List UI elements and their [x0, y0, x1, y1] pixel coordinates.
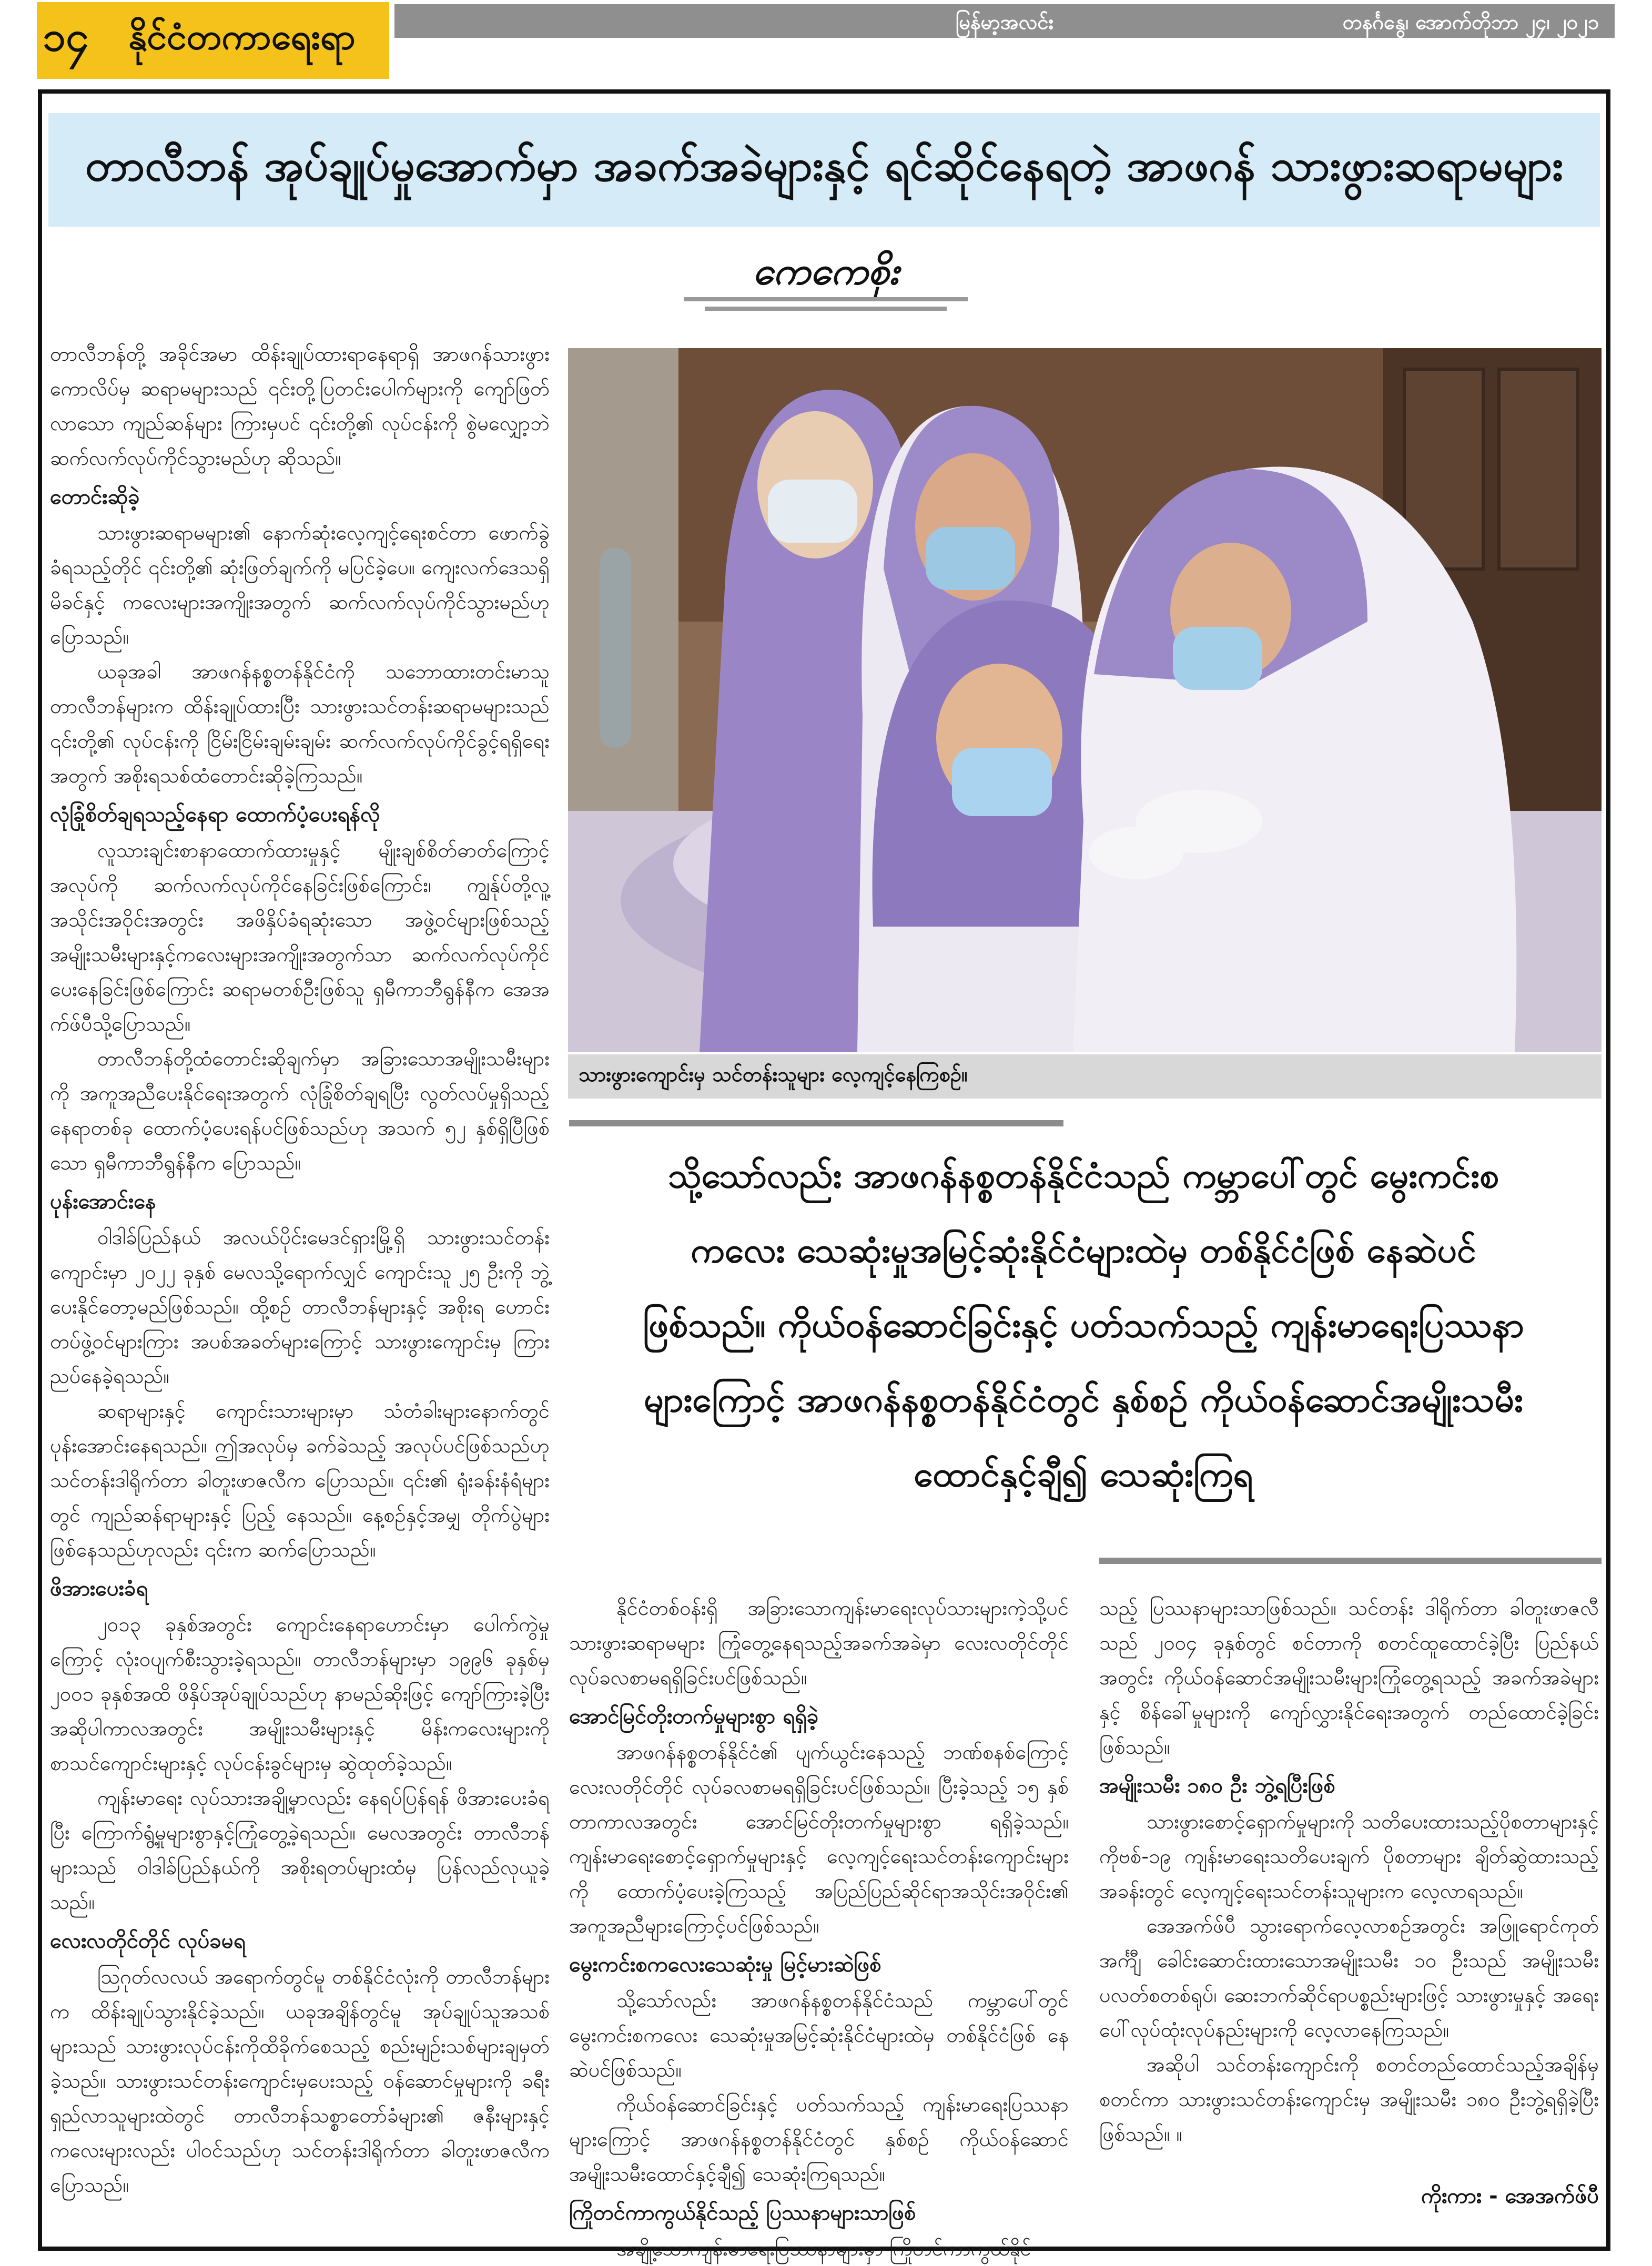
- photo-illustration: [568, 348, 1602, 1052]
- subheading: မွေးကင်းစကလေးသေဆုံးမှု မြင့်မားဆဲဖြစ်: [569, 1953, 881, 1977]
- paragraph: လူသားချင်းစာနာထောက်ထားမှုနှင့် မျိုးချစ်စိတ်ဓာတ်ကြောင့် အလုပ်ကို ဆက်လက်လုပ်ကိုင်နေခြင်းဖြစ်ကြောင်း၊ ကျွန်ုပ်တို့လူ့ အသိုင်းအဝိုင်းအတွင်း အဖိနှိပ်ခံရဆုံးသော အဖွဲ့ဝင်များဖြစ်သည့် အမျိုးသမီးများနှင့်ကလေးများအကျိုးအတွက်သာ ဆက်လက်လုပ်ကိုင်ပေးနေခြင်းဖြစ်ကြောင်း ဆရာမတစ်ဦးဖြစ်သူ ရှမီကာဘီရွန်နီက အေအက်ဖ်ပီသို့ပြောသည်။: [50, 839, 550, 1035]
- subheading: လုံခြုံစိတ်ချရသည့်နေရာ ထောက်ပံ့ပေးရန်လို: [50, 802, 380, 827]
- column-1: [50, 337, 550, 2202]
- paragraph: အချို့သောကျန်းမာရေးပြဿနာများမှာ ကြိုတင်ကာကွယ်နိုင်: [616, 2237, 1031, 2260]
- article-photo: [568, 348, 1602, 1052]
- subheading: ဖိအားပေးခံရ: [50, 1577, 148, 1601]
- paragraph: သို့သော်လည်း အာဖဂန်နစ္စတန်နိုင်ငံသည် ကမ္ဘာပေါ်တွင် မွေးကင်းစကလေး သေဆုံးမှုအမြင့်ဆုံးနိုင်ငံများထဲမှ တစ်နိုင်ငံဖြစ် နေဆဲပင်ဖြစ်သည်။: [569, 1989, 1069, 2081]
- paragraph: ကျန်းမာရေး လုပ်သားအချို့မှာလည်း နေရပ်ပြန်ရန် ဖိအားပေးခံရပြီး ကြောက်ရွံ့မှုများစွာနှင့်ကြုံတွေ့ခဲ့ရသည်။ မေလအတွင်း တာလီဘန်များသည် ဝါဒါခ်ပြည်နယ်ကို အစိုးရတပ်များထံမှ ပြန်လည်လုယူခဲ့သည်။: [50, 1786, 550, 1914]
- pullquote-rule: [1099, 1558, 1602, 1564]
- subheading: တောင်းဆိုခဲ့: [50, 485, 140, 509]
- paragraph: ယခုအခါ အာဖဂန်နစ္စတန်နိုင်ငံကို သဘောထားတင်းမာသူ တာလီဘန်များက ထိန်းချုပ်ထားပြီး သားဖွားသင်တန်းဆရာမများသည် ၎င်းတို့၏ လုပ်ငန်းကို ငြိမ်းငြိမ်းချမ်းချမ်း ဆက်လက်လုပ်ကိုင်ခွင့်ရရှိရေးအတွက် အစိုးရသစ်ထံတောင်းဆိုခဲ့ကြသည်။: [50, 660, 550, 787]
- headline: တာလီဘန် အုပ်ချုပ်မှုအောက်မှာ အခက်အခဲများနှင့် ရင်ဆိုင်နေရတဲ့ အာဖဂန် သားဖွားဆရာမများ: [48, 113, 1600, 227]
- paragraph: နိုင်ငံတစ်ဝန်းရှိ အခြားသောကျန်းမာရေးလုပ်သားများကဲ့သို့ပင် သားဖွားဆရာမများ ကြုံတွေ့နေရသည့်အခက်အခဲမှာ လေးလတိုင်တိုင် လုပ်ခလစာမရရှိခြင်းပင်ဖြစ်သည်။: [569, 1597, 1069, 1689]
- pullquote-rule: [569, 1120, 1063, 1126]
- paragraph: တာလီဘန်တို့ထံတောင်းဆိုချက်မှာ အခြားသောအမျိုးသမီးများကို အကူအညီပေးနိုင်ရေးအတွက် လုံခြုံစိတ်ချရပြီး လွတ်လပ်မှုရှိသည့် နေရာတစ်ခု ထောက်ပံ့ပေးရန်ပင်ဖြစ်သည်ဟု အသက် ၅၂ နှစ်ရှိပြီဖြစ်သော ရှမီကာဘီရွန်နီက ပြောသည်။: [50, 1047, 550, 1174]
- paragraph: အေအက်ဖ်ပီ သွားရောက်လေ့လာစဉ်အတွင်း အဖြူရောင်ကုတ် အင်္ကျီ ခေါင်းဆောင်းထားသောအမျိုးသမီး ၁၀ ဦးသည် အမျိုးသမီး ပလတ်စတစ်ရုပ်၊ ဆေးဘက်ဆိုင်ရာပစ္စည်းများဖြင့် သားဖွားမှုနှင့် အရေးပေါ်လုပ်ထုံးလုပ်နည်းများကို လေ့လာနေကြသည်။: [1099, 1914, 1599, 2041]
- subheading: ကြိုတင်ကာကွယ်နိုင်သည့် ပြဿနာများသာဖြစ်: [569, 2201, 916, 2225]
- paragraph: ကိုယ်ဝန်ဆောင်ခြင်းနှင့် ပတ်သက်သည့် ကျန်းမာရေးပြဿနာများကြောင့် အာဖဂန်နစ္စတန်နိုင်ငံတွင် နှစ်စဉ် ကိုယ်ဝန်ဆောင် အမျိုးသမီးထောင်နှင့်ချီ၍ သေဆုံးကြရသည်။: [569, 2093, 1069, 2186]
- column-2: [569, 1591, 1069, 2266]
- paragraph: သည့် ပြဿနာများသာဖြစ်သည်။ သင်တန်း ဒါရိုက်တာ ခါတူးဖာဇလီ သည် ၂၀၀၄ ခုနှစ်တွင် စင်တာကို စတင်ထူထောင်ခဲ့ပြီး ပြည်နယ်အတွင်း ကိုယ်ဝန်ဆောင်အမျိုးသမီးများကြုံတွေ့ရသည့် အခက်အခဲများနှင့် စိန်ခေါ်မှုများကို ကျော်လွှားနိုင်ရေးအတွက် တည်ထောင်ခဲ့ခြင်းဖြစ်သည်။: [1099, 1597, 1599, 1759]
- section-title: နိုင်ငံတကာရေးရာ: [95, 2, 389, 79]
- photo-caption: သားဖွားကျောင်းမှ သင်တန်းသူများ လေ့ကျင့်နေကြစဉ်။: [568, 1054, 1602, 1099]
- paragraph: သားဖွားဆရာမများ၏ နောက်ဆုံးလေ့ကျင့်ရေးစင်တာ ဖောက်ခွဲခံရသည့်တိုင် ၎င်းတို့၏ ဆုံးဖြတ်ချက်ကို မပြင်ခဲ့ပေ။ ကျေးလက်ဒေသရှိ မိခင်နှင့် ကလေးများအကျိုးအတွက် ဆက်လက်လုပ်ကိုင်သွားမည်ဟု ပြောသည်။: [50, 521, 550, 648]
- paragraph: ဩဂုတ်လလယ် အရောက်တွင်မူ တစ်နိုင်ငံလုံးကို တာလီဘန်များက ထိန်းချုပ်သွားနိုင်ခဲ့သည်။ ယခုအချိန်တွင်မူ အုပ်ချုပ်သူအသစ်များသည် သားဖွားလုပ်ငန်းကိုထိခိုက်စေသည့် စည်းမျဉ်းသစ်များချမှတ်ခဲ့သည်။ သားဖွားသင်တန်းကျောင်းမှပေးသည့် ဝန်ဆောင်မှုများကို ခရီးရှည်လာသူများထဲတွင် တာလီဘန်သစ္စာတော်ခံများ၏ ဇနီးများနှင့် ကလေးများလည်း ပါဝင်သည်ဟု သင်တန်းဒါရိုက်တာ ခါတူးဖာဇလီက ပြောသည်။: [50, 1965, 550, 2197]
- paragraph: ဆရာများနှင့် ကျောင်းသားများမှာ သံတံခါးများနောက်တွင် ပုန်းအောင်းနေရသည်။ ဤအလုပ်မှ ခက်ခဲသည့် အလုပ်ပင်ဖြစ်သည်ဟု သင်တန်းဒါရိုက်တာ ခါတူးဖာဇလီက ပြောသည်။ ၎င်း၏ ရုံးခန်းနံရံများတွင် ကျည်ဆန်ရာများနှင့် ပြည့် နေသည်။ နေ့စဉ်နှင့်အမျှ တိုက်ပွဲများဖြစ်နေသည်ဟုလည်း ၎င်းက ဆက်ပြောသည်။: [50, 1399, 550, 1561]
- top-bar: [394, 4, 1615, 38]
- paragraph: အာဖဂန်နစ္စတန်နိုင်ငံ၏ ပျက်ယွင်းနေသည့် ဘဏ်စနစ်ကြောင့် လေးလတိုင်တိုင် လုပ်ခလစာမရရှိခြင်းပင်ဖြစ်သည်။ ပြီးခဲ့သည့် ၁၅ နှစ်တာကာလအတွင်း အောင်မြင်တိုးတက်မှုများစွာ ရရှိခဲ့သည်။ ကျန်းမာရေးစောင့်ရှောက်မှုများနှင့် လေ့ကျင့်ရေးသင်တန်းကျောင်းများကို ထောက်ပံ့ပေးခဲ့ကြသည့် အပြည်ပြည်ဆိုင်ရာအသိုင်းအဝိုင်း၏ အကူအညီများကြောင့်ပင်ဖြစ်သည်။: [569, 1741, 1069, 1937]
- paragraph: အဆိုပါ သင်တန်းကျောင်းကို စတင်တည်ထောင်သည့်အချိန်မှ စတင်ကာ သားဖွားသင်တန်းကျောင်းမှ အမျိုးသမီး ၁၈၀ ဦးဘွဲ့ရရှိခဲ့ပြီးဖြစ်သည်။ ။: [1099, 2053, 1599, 2146]
- byline-rule: [684, 297, 968, 301]
- paragraph: သားဖွားစောင့်ရှောက်မှုများကို သတိပေးထားသည့်ပိုစတာများနှင့် ကိုဗစ်-၁၉ ကျန်းမာရေးသတိပေးချက် ပိုစတာများ ချိတ်ဆွဲထားသည့် အခန်းတွင် လေ့ကျင့်ရေးသင်တန်းသူများက လေ့လာရသည်။: [1099, 1810, 1599, 1903]
- newspaper-name: မြန်မာ့အလင်း: [955, 11, 1054, 34]
- pullquote: သို့သော်လည်း အာဖဂန်နစ္စတန်နိုင်ငံသည် ကမ္ဘာပေါ်တွင် မွေးကင်းစကလေး သေဆုံးမှုအမြင့်ဆုံးနိုင်ငံများထဲမှ တစ်နိုင်ငံဖြစ် နေဆဲပင်ဖြစ်သည်။ ကိုယ်ဝန်ဆောင်ခြင်းနှင့် ပတ်သက်သည့် ကျန်းမာရေးပြဿနာများကြောင့် အာဖဂန်နစ္စတန်နိုင်ငံတွင် နှစ်စဉ် ကိုယ်ဝန်ဆောင်အမျိုးသမီး ထောင်နှင့်ချီ၍ သေဆုံးကြရ: [643, 1155, 1524, 1495]
- byline-rule: [705, 307, 947, 311]
- page-number: ၁၄: [37, 2, 95, 79]
- source-credit: ကိုးကား - အေအက်ဖ်ပီ: [1421, 2184, 1599, 2208]
- paragraph: တာလီဘန်တို့ အခိုင်အမာ ထိန်းချုပ်ထားရာနေရာရှိ အာဖဂန်သားဖွားကောလိပ်မှ ဆရာမများသည် ၎င်းတို့ပြတင်းပေါက်များကို ကျော်ဖြတ်လာသော ကျည်ဆန်များ ကြားမှပင် ၎င်းတို့၏ လုပ်ငန်းကို စွဲမလျှော့ဘဲ ဆက်လက်လုပ်ကိုင်သွားမည်ဟု ဆိုသည်။: [50, 342, 550, 470]
- subheading: အောင်မြင်တိုးတက်မှုများစွာ ရရှိခဲ့: [569, 1704, 819, 1729]
- subheading: ပုန်းအောင်းနေ: [50, 1190, 156, 1214]
- byline: ကေကေစိုး: [753, 249, 899, 293]
- subheading: လေးလတိုင်တိုင် လုပ်ခမရ: [50, 1929, 246, 1953]
- subheading: အမျိုးသမီး ၁၈၀ ဦး ဘွဲ့ရပြီးဖြစ်: [1099, 1774, 1335, 1798]
- column-3: [1099, 1591, 1599, 2151]
- paragraph: ဝါဒါခ်ပြည်နယ် အလယ်ပိုင်းမေဒင်ရှားမြို့ရှိ သားဖွားသင်တန်းကျောင်းမှာ ၂၀၂၂ ခုနှစ် မေလသို့ရောက်လျှင် ကျောင်းသူ ၂၅ ဦးကို ဘွဲ့ပေးနိုင်တော့မည်ဖြစ်သည်။ ထို့စဉ် တာလီဘန်များနှင့် အစိုးရ ဟောင်းတပ်ဖွဲ့ဝင်များကြား အပစ်အခတ်များကြောင့် သားဖွားကျောင်းမှ ကြားညပ်နေခဲ့ရသည်။: [50, 1226, 550, 1388]
- paragraph: ၂၀၁၃ ခုနှစ်အတွင်း ကျောင်းနေရာဟောင်းမှာ ပေါက်ကွဲမှုကြောင့် လုံးဝပျက်စီးသွားခဲ့ရသည်။ တာလီဘန်များမှာ ၁၉၉၆ ခုနှစ်မှ ၂၀၀၁ ခုနှစ်အထိ ဖိနှိပ်အုပ်ချုပ်သည်ဟု နာမည်ဆိုးဖြင့် ကျော်ကြားခဲ့ပြီး အဆိုပါကာလအတွင်း အမျိုးသမီးများနှင့် မိန်းကလေးများကို စာသင်ကျောင်းများနှင့် လုပ်ငန်းခွင်များမှ ဆွဲထုတ်ခဲ့သည်။: [50, 1613, 550, 1775]
- issue-date: တနင်္ဂနွေ၊ အောက်တိုဘာ ၂၄၊ ၂၀၂၁: [1342, 11, 1599, 34]
